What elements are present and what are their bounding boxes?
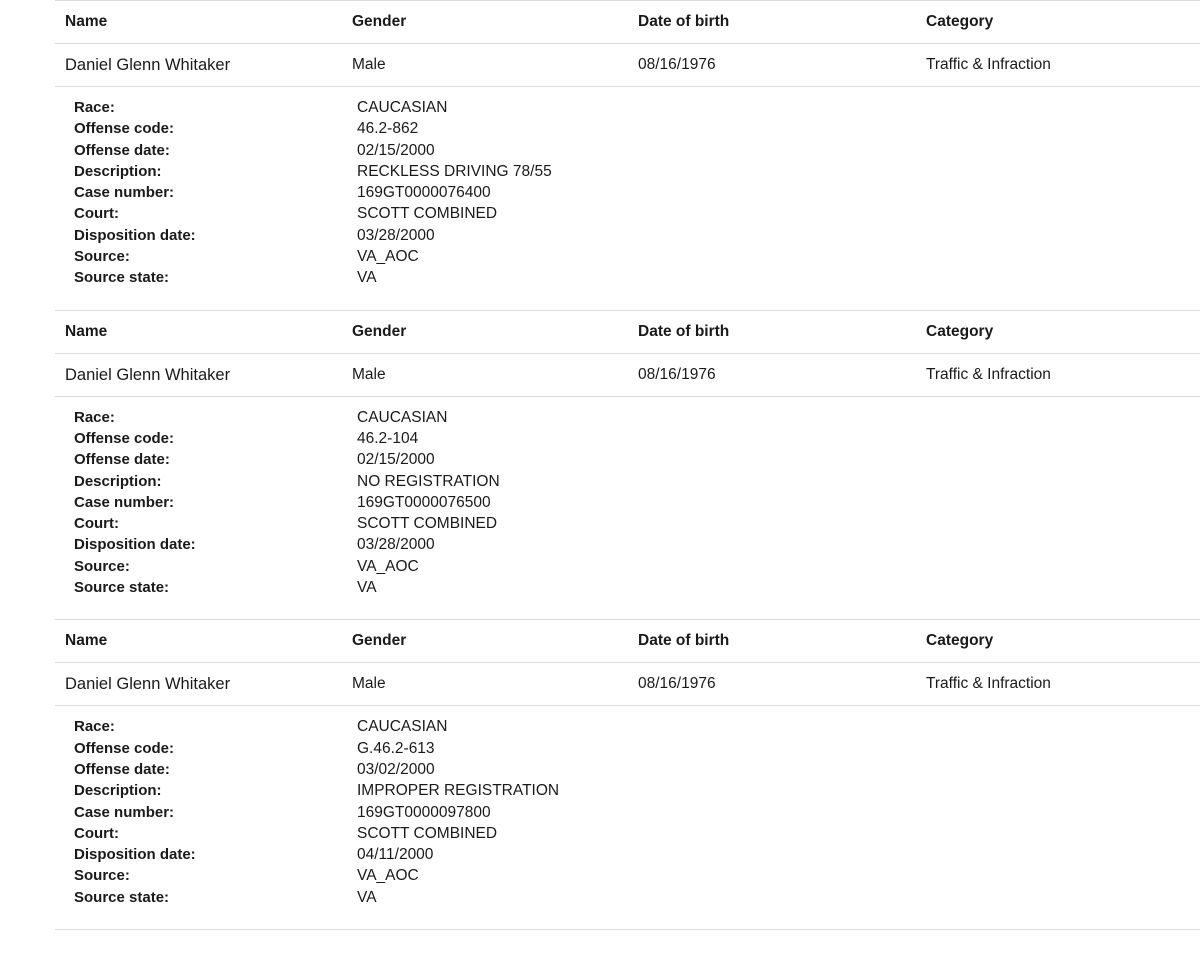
header-date-of-birth: Date of birth	[638, 322, 730, 340]
detail-row-court	[55, 513, 1200, 534]
detail-row-case-number	[55, 802, 1200, 823]
detail-row-case-number	[55, 182, 1200, 203]
detail-value: CAUCASIAN	[357, 99, 448, 116]
detail-label: Source:	[74, 248, 130, 266]
header-date-of-birth: Date of birth	[638, 13, 730, 30]
record-name: Daniel Glenn Whitaker	[65, 675, 231, 694]
detail-label: Case number:	[74, 803, 175, 821]
header-gender: Gender	[352, 632, 407, 650]
detail-label: Court:	[74, 205, 119, 223]
detail-value: G.46.2-613	[357, 739, 435, 757]
record-category: Traffic & Infraction	[926, 365, 1051, 383]
detail-row-offense-code	[55, 118, 1200, 139]
detail-row-race	[55, 716, 1200, 737]
record-details	[55, 397, 1200, 621]
record-details	[55, 706, 1200, 930]
detail-label: Offense code:	[74, 429, 175, 447]
detail-label: Court:	[74, 824, 119, 842]
detail-value: SCOTT COMBINED	[357, 824, 498, 842]
header-category: Category	[926, 322, 994, 340]
detail-row-source	[55, 556, 1200, 577]
detail-value: 03/02/2000	[357, 760, 435, 778]
record-name: Daniel Glenn Whitaker	[65, 56, 231, 74]
detail-row-offense-date	[55, 140, 1200, 161]
detail-value: SCOTT COMBINED	[357, 205, 498, 223]
detail-value: VA_AOC	[357, 557, 419, 575]
detail-label: Source:	[74, 557, 130, 575]
detail-row-offense-code	[55, 738, 1200, 759]
record-gender: Male	[352, 56, 386, 73]
detail-label: Source state:	[74, 269, 170, 287]
header-gender: Gender	[352, 13, 407, 30]
record-header-row	[55, 620, 1200, 663]
header-category: Category	[926, 13, 994, 30]
detail-label: Offense date:	[74, 451, 170, 469]
record-category: Traffic & Infraction	[926, 56, 1051, 73]
detail-label: Offense date:	[74, 141, 170, 159]
header-name: Name	[65, 13, 108, 30]
detail-row-disposition-date	[55, 844, 1200, 865]
header-category: Category	[926, 632, 994, 650]
header-name: Name	[65, 632, 108, 650]
detail-row-court	[55, 823, 1200, 844]
record-name: Daniel Glenn Whitaker	[65, 365, 231, 384]
record-card	[55, 311, 1200, 621]
detail-row-disposition-date	[55, 225, 1200, 246]
detail-label: Case number:	[74, 184, 175, 202]
record-card	[55, 0, 1200, 311]
detail-row-description	[55, 471, 1200, 492]
header-gender: Gender	[352, 322, 407, 340]
detail-value: IMPROPER REGISTRATION	[357, 782, 560, 800]
detail-value: 04/11/2000	[357, 846, 434, 864]
record-gender: Male	[352, 675, 386, 693]
detail-value: 03/28/2000	[357, 226, 435, 244]
detail-row-offense-code	[55, 428, 1200, 449]
detail-value: CAUCASIAN	[357, 718, 448, 736]
header-date-of-birth: Date of birth	[638, 632, 730, 650]
detail-row-description	[55, 780, 1200, 801]
detail-label: Offense code:	[74, 120, 175, 138]
detail-label: Offense date:	[74, 760, 170, 778]
detail-value: RECKLESS DRIVING 78/55	[357, 162, 552, 180]
record-details	[55, 87, 1200, 311]
record-summary-row	[55, 354, 1200, 397]
detail-row-source	[55, 865, 1200, 886]
detail-label: Description:	[74, 472, 162, 490]
detail-label: Race:	[74, 99, 115, 116]
detail-row-case-number	[55, 492, 1200, 513]
detail-label: Disposition date:	[74, 536, 196, 554]
detail-label: Description:	[74, 782, 162, 800]
detail-value: NO REGISTRATION	[357, 472, 500, 490]
detail-row-court	[55, 203, 1200, 224]
detail-row-disposition-date	[55, 534, 1200, 555]
detail-row-source	[55, 246, 1200, 267]
detail-label: Description:	[74, 162, 162, 180]
detail-value: CAUCASIAN	[357, 408, 448, 426]
detail-value: SCOTT COMBINED	[357, 515, 498, 533]
detail-label: Disposition date:	[74, 846, 196, 864]
detail-value: VA	[357, 579, 377, 597]
detail-row-race	[55, 97, 1200, 118]
record-summary-row	[55, 663, 1200, 706]
detail-value: VA_AOC	[357, 248, 419, 266]
record-date-of-birth: 08/16/1976	[638, 56, 716, 73]
detail-row-source-state	[55, 267, 1200, 288]
detail-value: 169GT0000097800	[357, 803, 491, 821]
detail-value: VA	[357, 269, 377, 287]
detail-label: Court:	[74, 515, 119, 533]
detail-value: 169GT0000076500	[357, 493, 491, 511]
detail-value: VA	[357, 888, 377, 906]
record-header-row	[55, 311, 1200, 354]
detail-row-race	[55, 407, 1200, 428]
detail-value: 169GT0000076400	[357, 184, 491, 202]
detail-label: Source state:	[74, 579, 170, 597]
detail-row-description	[55, 161, 1200, 182]
detail-label: Source:	[74, 867, 130, 885]
detail-row-offense-date	[55, 449, 1200, 470]
record-date-of-birth: 08/16/1976	[638, 675, 716, 693]
detail-label: Disposition date:	[74, 226, 196, 244]
detail-row-offense-date	[55, 759, 1200, 780]
detail-value: 03/28/2000	[357, 536, 435, 554]
detail-value: 46.2-104	[357, 429, 419, 447]
record-header-row	[55, 1, 1200, 44]
detail-label: Source state:	[74, 888, 170, 906]
detail-value: 02/15/2000	[357, 451, 435, 469]
detail-label: Case number:	[74, 493, 175, 511]
record-summary-row	[55, 44, 1200, 87]
detail-label: Race:	[74, 718, 115, 736]
record-date-of-birth: 08/16/1976	[638, 365, 716, 383]
detail-label: Race:	[74, 408, 115, 426]
detail-row-source-state	[55, 577, 1200, 598]
record-card	[55, 620, 1200, 930]
detail-value: 02/15/2000	[357, 141, 435, 159]
detail-row-source-state	[55, 887, 1200, 908]
detail-label: Offense code:	[74, 739, 175, 757]
header-name: Name	[65, 322, 108, 340]
record-category: Traffic & Infraction	[926, 675, 1051, 693]
detail-value: VA_AOC	[357, 867, 419, 885]
detail-value: 46.2-862	[357, 120, 419, 138]
record-gender: Male	[352, 365, 386, 383]
